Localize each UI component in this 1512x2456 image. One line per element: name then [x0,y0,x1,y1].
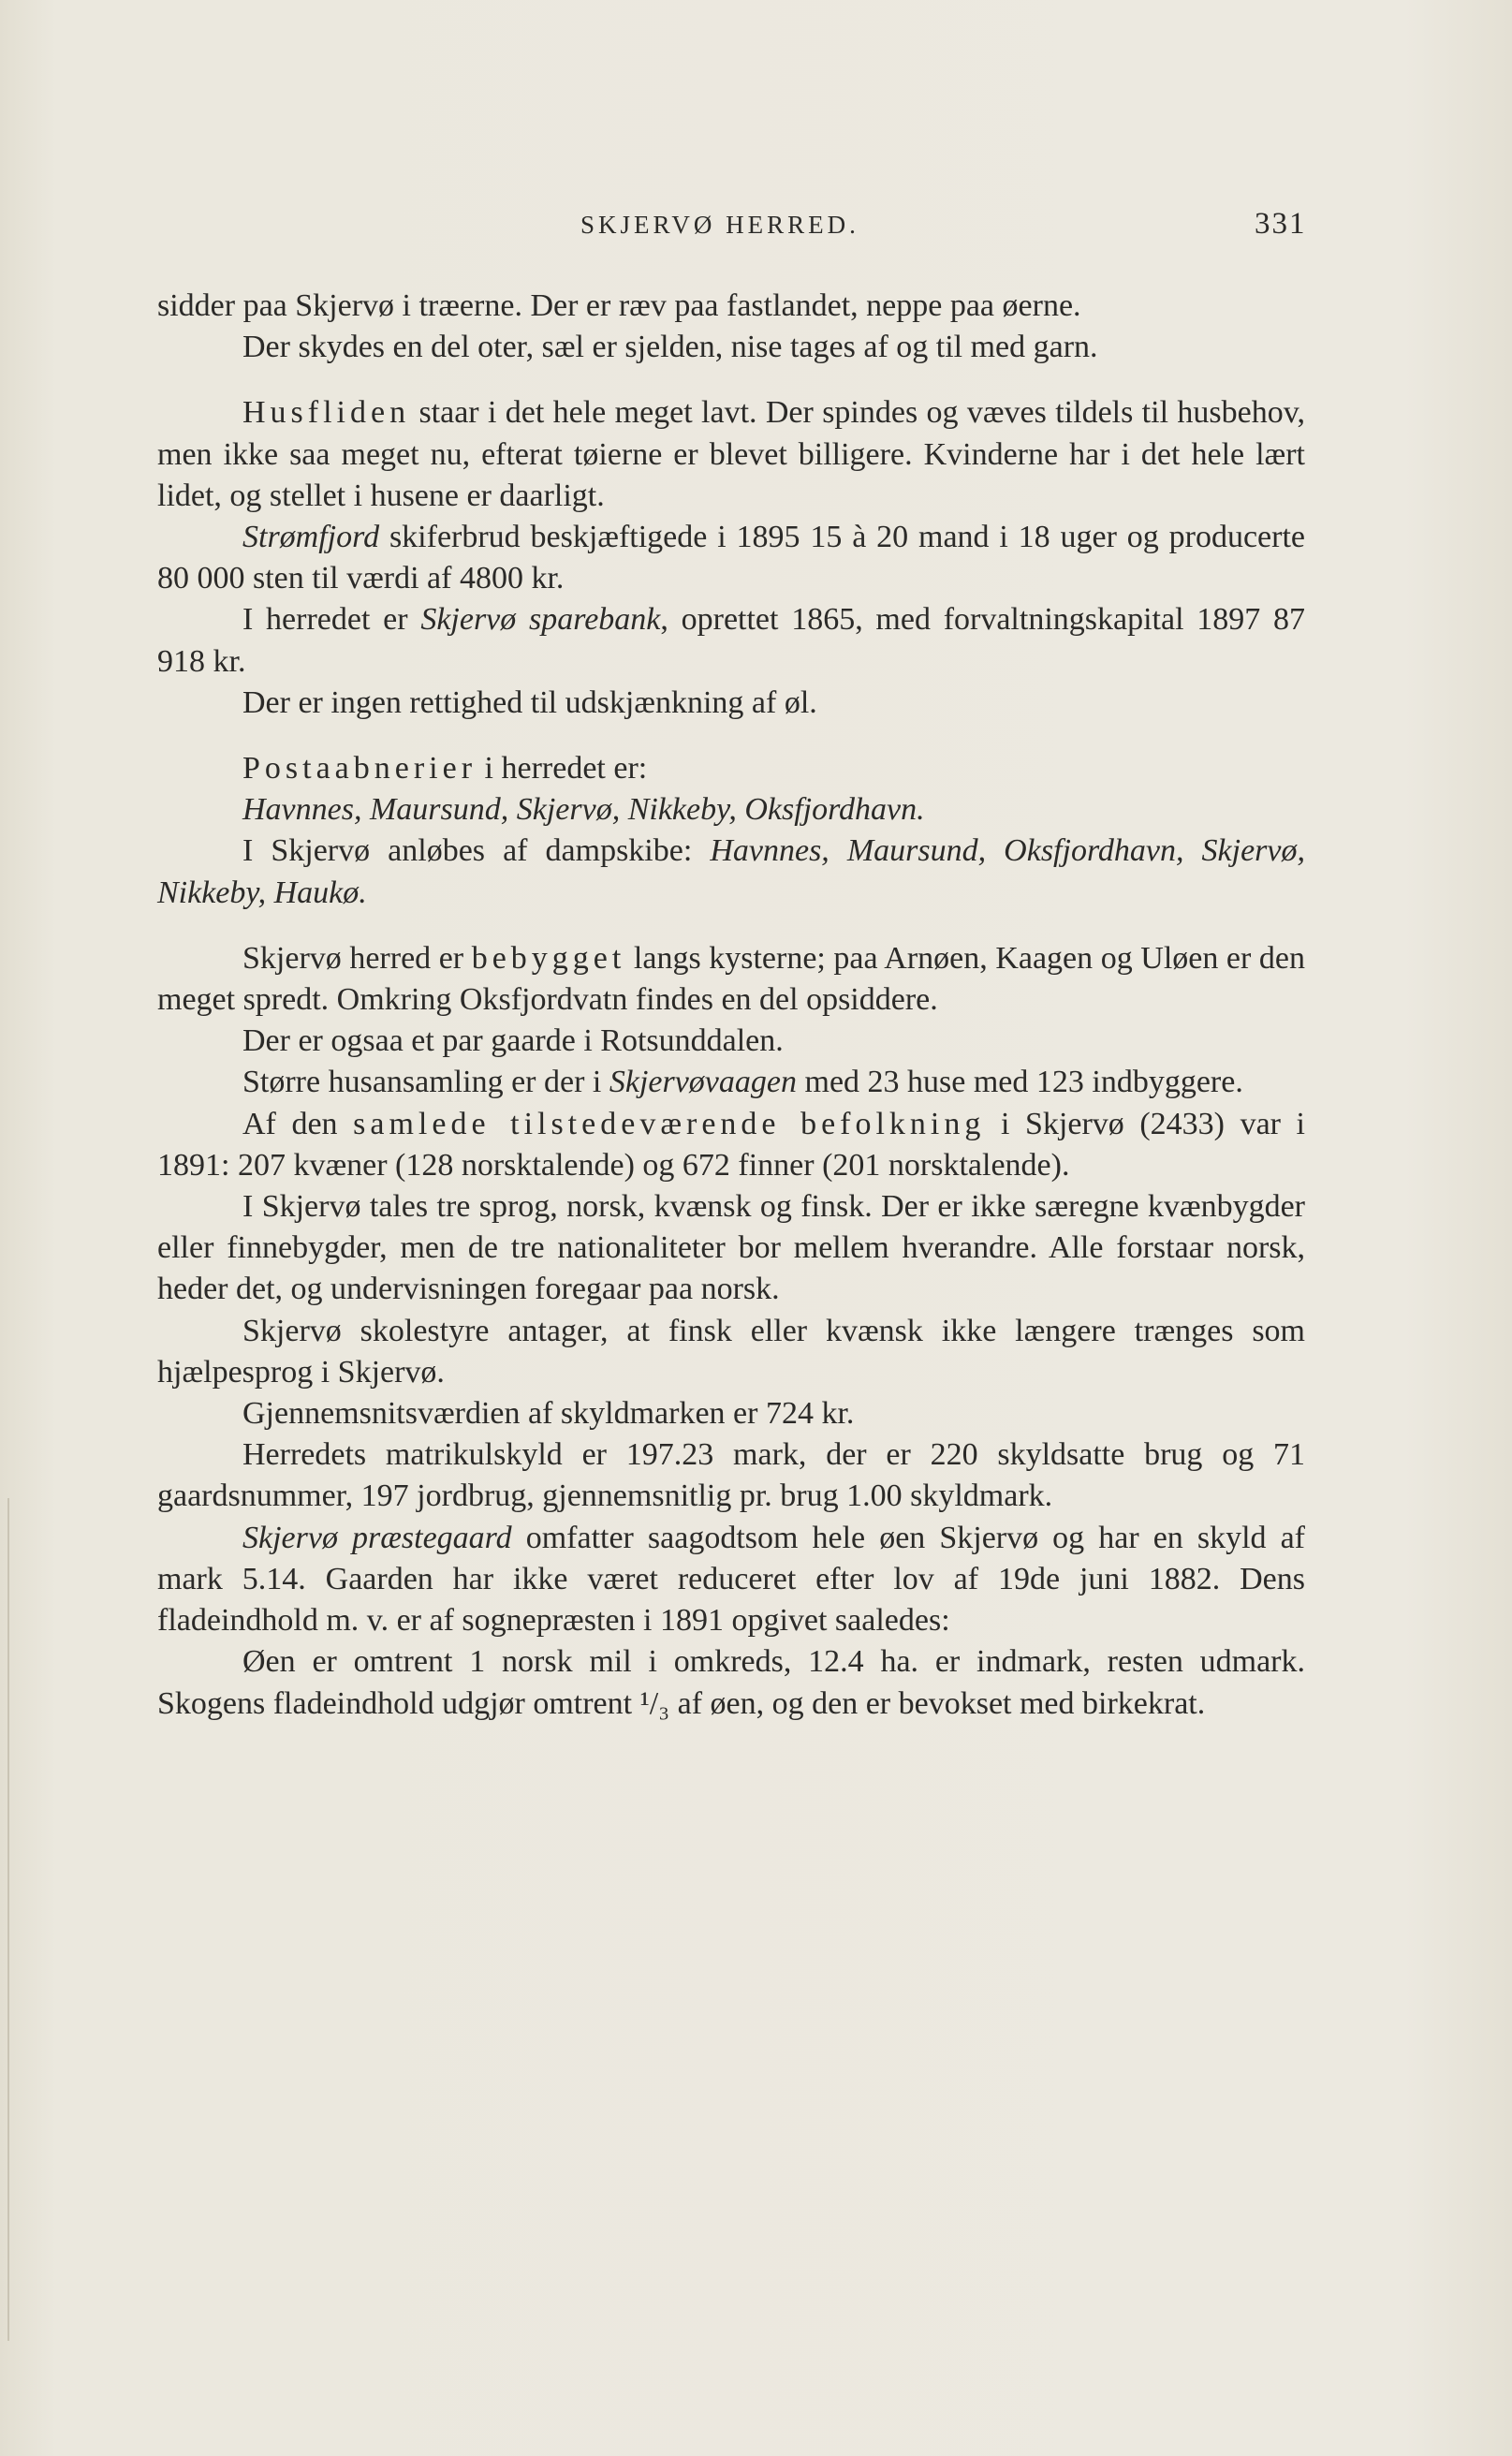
running-head [0,207,1512,248]
paragraph-animals: sidder paa Skjervø i træerne. Der er ræv paa fastlandet, neppe paa øerne. [157,288,1081,323]
paragraph-licensing: Der er ingen rettighed til udskjænkning af øl. [242,684,817,720]
paragraph-school-board: Skjervø skolestyre antager, at finsk eller kvænsk ikke længere trænges som hjælpesprog i Skjervø. [157,1313,1305,1390]
paragraph-steamship-calls: I Skjervø anløbes af dampskibe: Havnnes, Maursund, Oksfjordhavn, Skjervø, Nikkeby, Haukø. [157,833,1306,910]
paragraph-vicarage: Skjervø præstegaard omfatter saagodtsom hele øen Skjervø og har en skyld af mark 5.14. Gaarden har ikke været reduceret efter lov af 19de juni 1882. Dens fladeindhold m. v. er af sognepræsten i 1891 opgivet saaledes: [157,1520,1305,1639]
running-title: SKJERVØ HERRED. [580,211,859,239]
paragraph-settlement: Skjervø herred er bebygget langs kysterne; paa Arnøen, Kaagen og Uløen er den meget spredt. Omkring Oksfjordvatn findes en del opsiddere. [157,940,1305,1018]
gutter-edge [7,1498,9,2341]
paragraph-average-value: Gjennemsnitsværdien af skyldmarken er 724 kr. [242,1396,855,1432]
paragraph-languages: I Skjervø tales tre sprog, norsk, kvænsk og finsk. Der er ikke særegne kvænbygder eller finnebygder, men de tre nationaliteter bor mellem hverandre. Alle forstaar norsk, heder det, og undervisningen foregaar paa norsk. [157,1189,1305,1307]
paragraph-skjervovaagen: Større husansamling er der i Skjervøvaagen med 23 huse med 123 indbyggere. [242,1065,1243,1100]
paragraph-savings-bank: I herredet er Skjervø sparebank, oprettet 1865, med forvaltningskapital 1897 87 918 kr. [157,602,1305,679]
paragraph-post-offices-heading: Postaabnerier i herredet er: [242,751,648,787]
paragraph-hunting: Der skydes en del oter, sæl er sjelden, nise tages af og til med garn. [242,330,1098,365]
paragraph-population: Af den samlede tilstedeværende befolkning i Skjervø (2433) var i 1891: 207 kvæner (128 norsktalende) og 672 finner (201 norsktalende). [157,1106,1306,1183]
paragraph-land-register: Herredets matrikulskyld er 197.23 mark, der er 220 skyldsatte brug og 71 gaardsnummer, 197 jordbrug, gjennemsnitlig pr. brug 1.00 skyldmark. [157,1437,1305,1514]
paragraph-island-area: Øen er omtrent 1 norsk mil i omkreds, 12.4 ha. er indmark, resten udmark. Skogens fladeindhold udgjør omtrent ¹/₃ af øen, og den er bevokset med birkekrat. [157,1644,1305,1721]
body-text [157,286,1305,1725]
paragraph-post-offices-list: Havnnes, Maursund, Skjervø, Nikkeby, Oksfjordhavn. [242,792,925,828]
paragraph-husflid: Husfliden staar i det hele meget lavt. Der spindes og væves tildels til husbehov, men ikke saa meget nu, efterat tøierne er blevet billigere. Kvinderne har i det hele lært lidet, og stellet i husene er daarligt. [157,395,1305,513]
paragraph-rotsunddalen: Der er ogsaa et par gaarde i Rotsunddalen. [242,1023,784,1059]
page-number: 331 [1255,207,1307,241]
paragraph-slate-quarry: Strømfjord skiferbrud beskjæftigede i 1895 15 à 20 mand i 18 uger og producerte 80 000 sten til værdi af 4800 kr. [157,520,1305,596]
